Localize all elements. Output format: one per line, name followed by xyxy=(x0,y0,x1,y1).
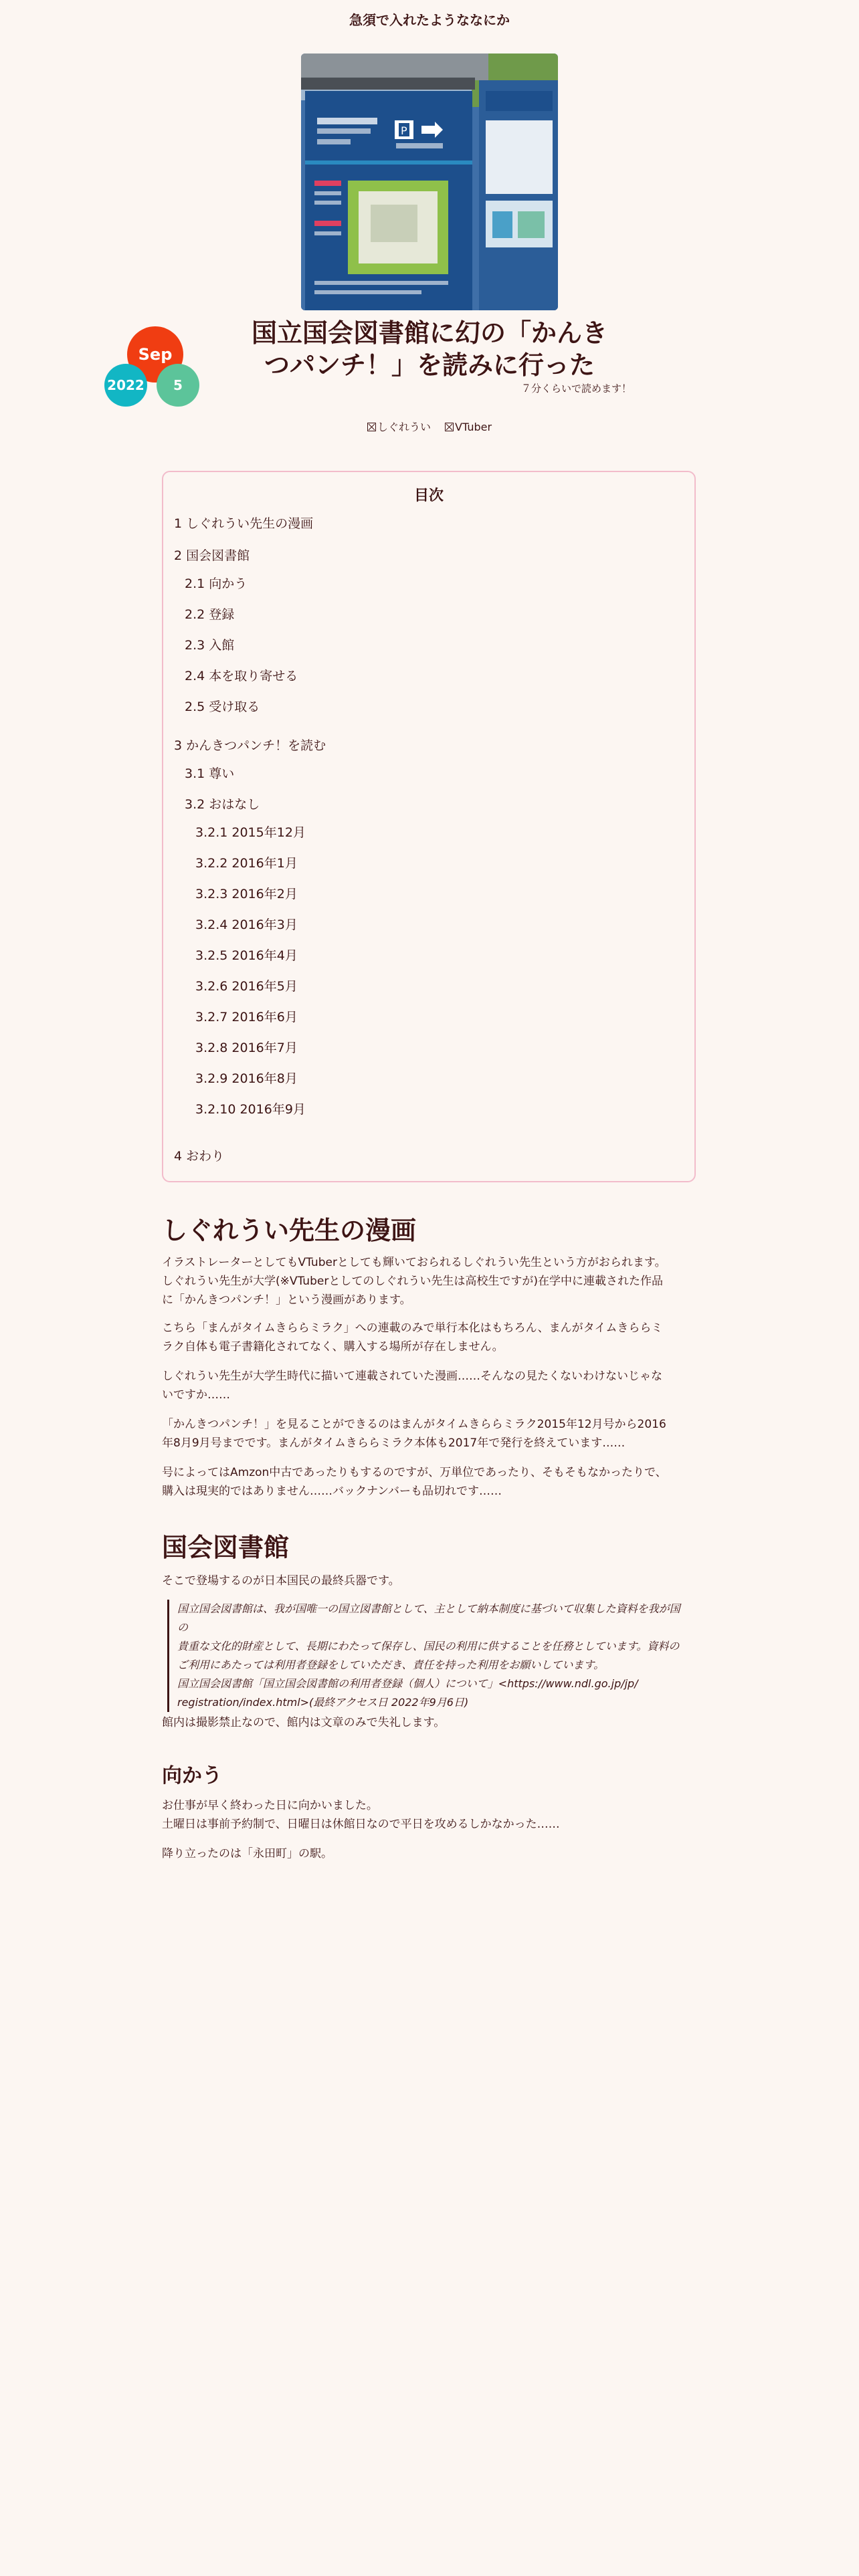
paragraph-line: 「かんきつパンチ！」を見ることができるのはまんがタイムきららミラク2015年12月号から2016 xyxy=(162,1418,666,1431)
toc-link[interactable]: 3.2.9 2016年8月 xyxy=(195,1071,298,1086)
table-of-contents xyxy=(162,471,696,1182)
quote-line: ご利用にあたっては利用者登録をしていただき、責任を持った利用をお願いしています。 xyxy=(177,1658,605,1671)
toc-link[interactable]: 3.2 おはなし xyxy=(185,797,260,812)
tag-link[interactable] xyxy=(367,419,431,434)
post-title-line-1: 国立国会図書館に幻の「かんき xyxy=(251,318,607,348)
section-heading-text: しぐれうい先生の漫画 xyxy=(162,1216,417,1245)
paragraph xyxy=(162,1319,697,1356)
tag-list xyxy=(0,419,859,434)
paragraph-line: お仕事が早く終わった日に向かいました。 xyxy=(162,1799,378,1812)
paragraph-line: 館内は撮影禁止なので、館内は文章のみで失礼します。 xyxy=(162,1716,446,1729)
quote-line: 貴重な文化的財産として、長期にわたって保存し、国民の利用に供することを任務としています。資料の xyxy=(177,1640,680,1652)
date-day-badge: 5 xyxy=(157,364,199,407)
date-year-badge: 2022 xyxy=(104,364,147,407)
tag-icon xyxy=(367,423,376,431)
paragraph-line: 土曜日は事前予約制で、日曜日は休館日なので平日を攻めるしかなかった…… xyxy=(162,1818,560,1831)
toc-link[interactable]: 3.2.1 2015年12月 xyxy=(195,825,306,840)
toc-link[interactable]: 3 かんきつパンチ！を読む xyxy=(174,738,326,753)
site-title[interactable]: 急須で入れたようななにか xyxy=(349,12,510,28)
tag-label: しぐれうい xyxy=(377,421,431,433)
quote-citation-link[interactable]: 国立国会図書館「国立国会図書館の利用者登録（個人）について」<https://www.ndl.go.jp/jp/ xyxy=(177,1677,638,1690)
paragraph-line: イラストレーターとしてもVTuberとしても輝いておられるしぐれうい先生という方がおられます。 xyxy=(162,1256,666,1269)
hero-photo-illustration xyxy=(301,53,558,310)
toc-link[interactable]: 2.5 受け取る xyxy=(185,700,260,714)
paragraph xyxy=(162,1253,697,1309)
tag-label: VTuber xyxy=(455,421,492,433)
blockquote xyxy=(167,1600,689,1712)
paragraph-line: 降り立ったのは「永田町」の駅。 xyxy=(162,1847,332,1860)
subsection-heading xyxy=(162,1763,697,1790)
toc-link[interactable]: 3.2.8 2016年7月 xyxy=(195,1041,298,1055)
toc-link[interactable]: 3.1 尊い xyxy=(185,766,235,781)
toc-link[interactable]: 2.1 向かう xyxy=(185,576,248,591)
toc-link[interactable]: 3.2.10 2016年9月 xyxy=(195,1102,306,1117)
toc-link[interactable]: 3.2.4 2016年3月 xyxy=(195,918,298,932)
paragraph-line: こちら「まんがタイムきららミラク」への連載のみで単行本化はもちろん、まんがタイムきららミ xyxy=(162,1321,663,1335)
tag-link[interactable] xyxy=(445,421,492,433)
post-title xyxy=(248,317,611,381)
date-month-badge: Sep xyxy=(127,326,183,383)
toc-link[interactable]: 2.2 登録 xyxy=(185,607,235,622)
paragraph xyxy=(162,1463,697,1501)
section-heading xyxy=(162,1214,697,1247)
paragraph xyxy=(162,1844,697,1863)
post-title-line-2: つパンチ！」を読みに行った xyxy=(264,350,595,380)
paragraph-line: 号によってはAmzon中古であったりもするのですが、万単位であったり、そもそもなかったりで、 xyxy=(162,1466,667,1479)
paragraph xyxy=(162,1367,697,1404)
svg-text:P: P xyxy=(401,124,407,137)
paragraph-line: しぐれうい先生が大学(※VTuberとしてのしぐれうい先生は高校生ですが)在学中に連載された作品 xyxy=(162,1275,663,1288)
paragraph xyxy=(162,1415,697,1453)
read-time: ７分くらいで読めます！ xyxy=(520,383,632,395)
paragraph-line: 年8月9月号までです。まんがタイムきららミラク本体も2017年で発行を終えています…… xyxy=(162,1436,626,1450)
quote-citation-line: registration/index.html>(最終アクセス日 2022年9月6日) xyxy=(177,1696,469,1709)
section-heading-text: 国会図書館 xyxy=(162,1533,290,1562)
toc-link[interactable]: 2.3 入館 xyxy=(185,638,235,653)
toc-link[interactable]: 3.2.2 2016年1月 xyxy=(195,856,298,871)
toc-link[interactable]: 2.4 本を取り寄せる xyxy=(185,669,298,683)
paragraph xyxy=(162,1713,697,1732)
toc-link[interactable]: 3.2.7 2016年6月 xyxy=(195,1010,298,1025)
paragraph xyxy=(162,1572,697,1590)
paragraph xyxy=(162,1796,697,1834)
paragraph-line: ラク自体も電子書籍化されてなく、購入する場所が存在しません。 xyxy=(162,1340,504,1354)
toc-title: 目次 xyxy=(413,488,444,504)
hero-image xyxy=(301,53,558,310)
toc-link[interactable]: 1 しぐれうい先生の漫画 xyxy=(174,516,314,531)
toc-link[interactable]: 2 国会図書館 xyxy=(174,548,250,563)
toc-link[interactable]: 4 おわり xyxy=(174,1149,225,1164)
paragraph-line: しぐれうい先生が大学生時代に描いて連載されていた漫画……そんなの見たくないわけないじゃな xyxy=(162,1370,662,1383)
section-heading xyxy=(162,1531,697,1564)
toc-link[interactable]: 3.2.5 2016年4月 xyxy=(195,948,298,963)
paragraph-line: そこで登場するのが日本国民の最終兵器です。 xyxy=(162,1574,400,1588)
paragraph-line: いですか…… xyxy=(162,1388,230,1402)
toc-link[interactable]: 3.2.6 2016年5月 xyxy=(195,979,298,994)
subsection-heading-text: 向かう xyxy=(162,1764,222,1788)
paragraph-line: に「かんきつパンチ！」という漫画があります。 xyxy=(162,1293,411,1307)
quote-line: 国立国会図書館は、我が国唯一の国立図書館として、主として納本制度に基づいて収集した資料を我が国の xyxy=(177,1602,680,1634)
paragraph-line: 購入は現実的ではありません……バックナンバーも品切れです…… xyxy=(162,1485,502,1498)
tag-icon xyxy=(445,423,454,431)
toc-link[interactable]: 3.2.3 2016年2月 xyxy=(195,887,298,901)
post-date xyxy=(100,326,214,407)
